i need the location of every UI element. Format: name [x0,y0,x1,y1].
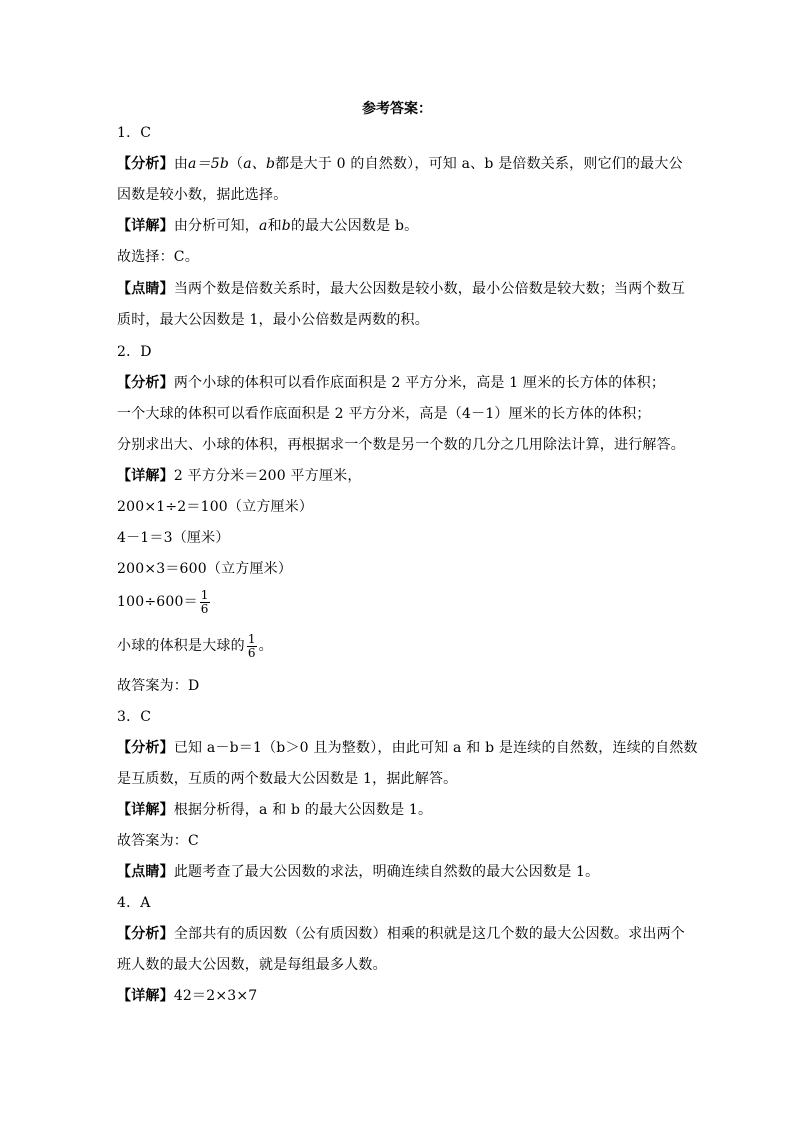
q2-conclusion: 小球的体积是大球的 $\frac{1}{6}$ 。 [117,631,273,660]
q1-choice: 故选择：C。 [117,249,199,265]
q4-analysis-line-2: 班人数的最大公因数，就是每组最多人数。 [117,957,387,973]
q2-calc-2: 4－1＝3（厘米） [117,530,230,546]
detail-tag: 【详解】 [117,218,174,234]
q3-number: 3．C [117,709,152,725]
q1-analysis-line-1: 【分析】由a＝5b（a、b都是大于 0 的自然数），可知 a、b 是倍数关系，则它们的最大公 [117,156,683,172]
q4-analysis-line-1: 【分析】全部共有的质因数（公有质因数）相乘的积就是这几个数的最大公因数。求出两个 [117,926,686,942]
q3-answer: 故答案为：C [117,833,199,849]
detail-tag: 【详解】 [117,468,174,484]
q2-calc-1: 200×1÷2＝100（立方厘米） [117,499,314,515]
q1-tip-line-2: 质时，最大公因数是 1，最小公倍数是两数的积。 [117,312,429,328]
q3-analysis-line-2: 是互质数，互质的两个数最大公因数是 1，据此解答。 [117,771,458,787]
equation: a＝5b [188,156,230,172]
q1-detail-line: 【详解】由分析可知，a和b的最大公因数是 b。 [117,218,419,234]
detail-tag: 【详解】 [117,802,174,818]
fraction: $\frac{1}{6}$ [247,631,256,660]
q1-tip-line-1: 【点睛】当两个数是倍数关系时，最大公因数是较小数，最小公倍数是较大数；当两个数互 [117,281,686,297]
analysis-tag: 【分析】 [117,156,174,172]
q4-detail-line: 【详解】42＝2×3×7 [117,988,258,1004]
q2-analysis-line-2: 一个大球的体积可以看作底面积是 2 平方分米，高是（4－1）厘米的长方体的体积； [117,406,651,422]
q2-number: 2．D [117,344,152,360]
tip-tag: 【点睛】 [117,864,174,880]
q2-detail-line: 【详解】2 平方分米＝200 平方厘米， [117,468,362,484]
tip-tag: 【点睛】 [117,281,174,297]
q3-analysis-line-1: 【分析】已知 a－b＝1（b＞0 且为整数），由此可知 a 和 b 是连续的自然数，连续的自然数 [117,740,698,756]
q3-detail-line: 【详解】根据分析得，a 和 b 的最大公因数是 1。 [117,802,433,818]
analysis-tag: 【分析】 [117,926,174,942]
analysis-tag: 【分析】 [117,375,174,391]
q2-calc-3: 200×3＝600（立方厘米） [117,561,293,577]
q3-tip-line: 【点睛】此题考查了最大公因数的求法，明确连续自然数的最大公因数是 1。 [117,864,600,880]
analysis-tag: 【分析】 [117,740,174,756]
fraction: $\frac{1}{6}$ [200,587,209,616]
page-title: 参考答案： [362,101,432,117]
q4-number: 4．A [117,895,151,911]
q2-analysis-line-3: 分别求出大、小球的体积，再根据求一个数是另一个数的几分之几用除法计算，进行解答。 [117,437,685,453]
q2-calc-4: 100÷600＝ $\frac{1}{6}$ [117,587,209,616]
detail-tag: 【详解】 [117,988,174,1004]
q1-number: 1．C [117,125,152,141]
q2-answer: 故答案为：D [117,678,200,694]
q1-analysis-line-2: 因数是较小数，据此选择。 [117,187,288,203]
q2-analysis-line-1: 【分析】两个小球的体积可以看作底面积是 2 平方分米，高是 1 厘米的长方体的体积； [117,375,666,391]
